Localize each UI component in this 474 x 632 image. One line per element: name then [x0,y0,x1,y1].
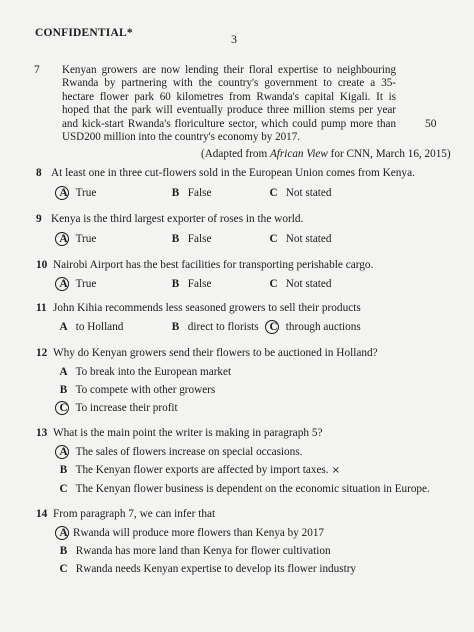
option-letter: C [59,483,68,495]
q10-option-b[interactable] [166,278,211,290]
option-letter: A [59,446,68,458]
q12-option-b[interactable] [54,384,215,396]
question-text: John Kihia recommends less seasoned growers to sell their products [53,302,361,314]
question-text: What is the main point the writer is making in paragraph 5? [53,427,323,439]
paragraph-number: 7 [34,64,40,76]
option-text: through auctions [285,321,361,333]
option-letter: C [269,233,278,245]
answer-circle-mark [55,186,69,200]
q13-option-a[interactable] [54,446,302,458]
option-letter: C [59,563,68,575]
option-text: The Kenyan flower business is dependent on the economic situation in Europe. [75,483,430,495]
answer-circle-mark [265,320,279,334]
q11-option-b[interactable] [166,321,259,333]
q12-option-c[interactable] [54,402,178,414]
option-text: Not stated [285,278,332,290]
answer-circle-mark [55,526,69,540]
option-text: Rwanda needs Kenyan expertise to develop its flower industry [75,563,357,575]
option-letter: C [269,321,278,333]
question-number: 14 [36,508,48,520]
option-text: to Holland [75,321,124,333]
cross-mark-icon: × [331,465,340,476]
option-letter: A [59,366,68,378]
option-letter: B [171,321,180,333]
question-text: Nairobi Airport has the best facilities for transporting perishable cargo. [53,259,374,271]
q11-option-a[interactable] [54,321,123,333]
q13-option-b[interactable] [54,464,340,476]
q10-option-c[interactable] [264,278,331,290]
option-letter: A [59,187,68,199]
option-text: To break into the European market [75,366,232,378]
q14-option-a[interactable] [54,527,324,539]
option-text: False [187,187,212,199]
question-number: 11 [36,302,47,314]
question-number: 8 [36,167,42,179]
question-number: 9 [36,213,42,225]
option-letter: C [269,278,278,290]
source-publication: African View [269,148,328,160]
answer-circle-mark [55,232,69,246]
question-number: 12 [36,347,48,359]
question-number: 13 [36,427,48,439]
option-text: The sales of flowers increase on special occasions. [75,446,303,458]
answer-circle-mark [55,445,69,459]
option-letter: B [59,464,68,476]
option-text: direct to florists [187,321,259,333]
source-citation [201,148,451,160]
option-text: Not stated [285,233,332,245]
option-text: To increase their profit [75,402,178,414]
option-text: False [187,233,212,245]
source-suffix: for CNN, March 16, 2015) [327,148,451,160]
option-letter: C [59,402,68,414]
question-text: At least one in three cut-flowers sold in the European Union comes from Kenya. [51,167,415,179]
question-text: From paragraph 7, we can infer that [53,508,216,520]
option-letter: A [59,527,68,539]
question-text: Kenya is the third largest exporter of roses in the world. [51,213,304,225]
option-letter: B [171,187,180,199]
option-letter: C [269,187,278,199]
option-text: False [187,278,212,290]
option-text: Rwanda will produce more flowers than Kenya by 2017 [73,527,325,539]
q8-option-c[interactable] [264,187,331,199]
option-text: Rwanda has more land than Kenya for flower cultivation [75,545,331,557]
q9-option-b[interactable] [166,233,211,245]
option-text: To compete with other growers [75,384,216,396]
q13-option-c[interactable] [54,483,430,495]
q12-option-a[interactable] [54,366,231,378]
option-letter: B [59,545,68,557]
q8-option-b[interactable] [166,187,211,199]
q14-option-c[interactable] [54,563,356,575]
q9-option-c[interactable] [264,233,331,245]
option-letter: B [171,278,180,290]
option-text: True [75,278,97,290]
option-letter: B [171,233,180,245]
q14-option-b[interactable] [54,545,331,557]
question-text: Why do Kenyan growers send their flowers to be auctioned in Holland? [53,347,378,359]
option-text: True [75,187,97,199]
option-letter: B [59,384,68,396]
line-number: 50 [425,118,437,130]
reading-paragraph: Kenyan growers are now lending their floral expertise to neighbouring Rwanda by partnering with the country's government to create a 35-hectare flower park 60 kilometres from Rwanda's capital Kigali. It is hoped that the park will eventually produce three million stems per year and kick-start Rwanda's floriculture sector, which could pump more than USD200 million into the country's economy by 2017. [62,64,396,144]
question-number: 10 [36,259,48,271]
option-text: The Kenyan flower exports are affected by import taxes. [75,464,329,476]
answer-circle-mark [55,401,69,415]
page-number: 3 [231,32,237,46]
option-text: True [75,233,97,245]
option-text: Not stated [285,187,332,199]
answer-circle-mark [55,277,69,291]
source-prefix: (Adapted from [201,148,270,160]
confidential-header: CONFIDENTIAL* [35,27,133,39]
option-letter: A [59,321,68,333]
option-letter: A [59,233,68,245]
option-letter: A [59,278,68,290]
